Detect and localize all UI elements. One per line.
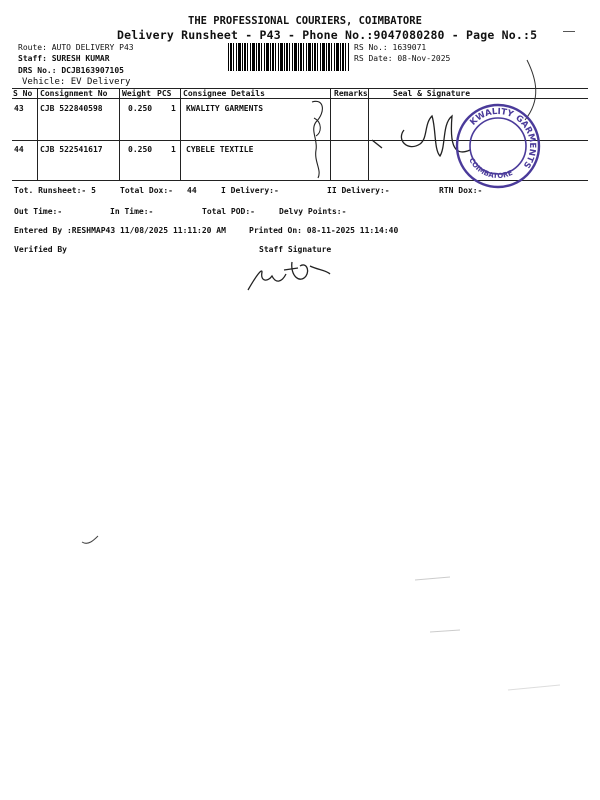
col-header-seal: Seal & Signature [393,89,471,98]
staff-text: Staff: SURESH KUMAR [18,54,110,63]
ii-delivery: II Delivery:- [327,186,390,195]
company-seal-stamp [457,105,539,187]
row-consignee: KWALITY GARMENTS [186,104,264,113]
row-sno: 44 [14,145,24,154]
col-header-consignment: Consignment No [40,89,108,98]
scan-streak [430,630,460,632]
col-header-weight: Weight [122,89,151,98]
row-consignment: CJB 522541617 [40,145,103,154]
rs-number: RS No.: 1639071 [354,43,427,52]
i-delivery: I Delivery:- [221,186,279,195]
route-text: Route: AUTO DELIVERY P43 [18,43,134,52]
staff-signature-label: Staff Signature [259,245,332,254]
entered-by: Entered By :RESHMAP43 11/08/2025 11:11:20 AM [14,226,226,235]
col-header-remarks: Remarks [334,89,368,98]
col-header-consignee: Consignee Details [183,89,265,98]
row-sno: 43 [14,104,24,113]
rs-date: RS Date: 08-Nov-2025 [354,54,451,63]
handwritten-tick-mark [312,101,322,178]
row-pcs: 1 [171,104,176,113]
margin-curve-mark [525,60,536,120]
seal-text-bottom: COIMBATORE [467,156,514,181]
row-pcs: 1 [171,145,176,154]
staff-signature-scribble [248,262,330,290]
company-title: THE PROFESSIONAL COURIERS, COIMBATORE [188,15,422,27]
in-time: In Time:- [110,207,154,216]
delvy-points: Delvy Points:- [279,207,347,216]
row-weight: 0.250 [128,145,153,154]
row-weight: 0.250 [128,104,153,113]
row-consignee: CYBELE TEXTILE [186,145,254,154]
seal-text-right: GARMENTS [513,113,538,170]
row-consignment: CJB 522840598 [40,104,103,113]
scan-streak [415,577,450,580]
receiver-signature [372,116,470,156]
out-time: Out Time:- [14,207,63,216]
col-header-pcs: PCS [157,89,172,98]
stray-mark [82,536,98,543]
verified-by-label: Verified By [14,245,67,254]
handwritten-loop-mark [314,118,320,136]
rtn-dox: RTN Dox:- [439,186,483,195]
printed-on: Printed On: 08-11-2025 11:14:40 [249,226,399,235]
total-dox-label: Total Dox:- [120,186,173,195]
scan-streak [508,685,560,690]
total-pod: Total POD:- [202,207,255,216]
svg-text:KWALITY [468,107,515,128]
runsheet-subtitle: Delivery Runsheet - P43 - Phone No.:9047080280 - Page No.:5 [117,28,538,42]
seal-text-top: KWALITY [468,106,515,128]
col-header-sno: S No [13,89,33,98]
total-runsheet: Tot. Runsheet:- 5 [14,186,96,195]
total-dox-value: 44 [187,186,197,195]
svg-text:COIMBATORE [467,157,514,180]
drs-number: DRS No.: DCJB163907105 [18,66,124,75]
vehicle-text: Vehicle: EV Delivery [22,77,131,87]
